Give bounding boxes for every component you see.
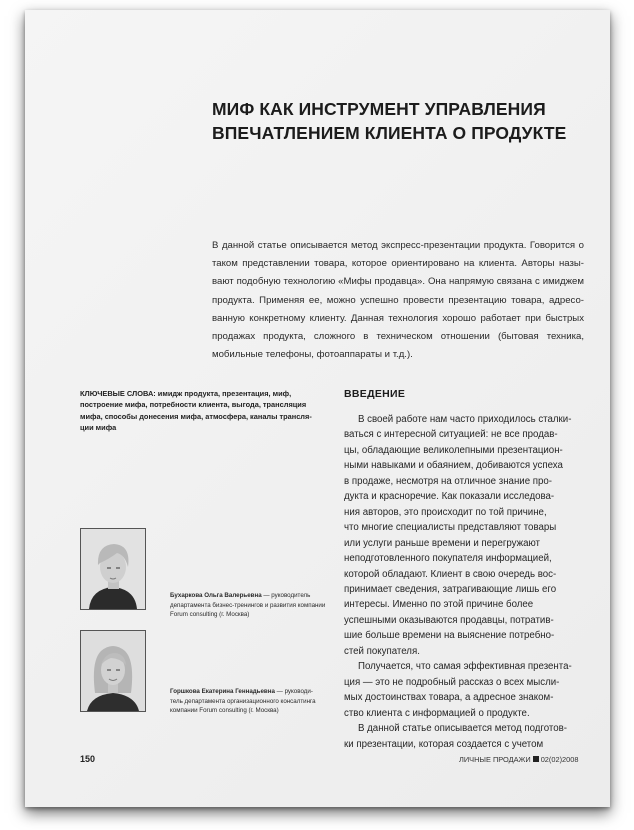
abstract-line: продажах продукта, сложного в техническом отношении (бытовая техника, <box>212 331 584 343</box>
body-line: Получается, что самая эффективная презента- <box>358 661 572 673</box>
body-line: цы, обладающие великолепными презентацион- <box>344 444 563 456</box>
body-line: ки презентации, которая создается с учетом <box>344 738 544 750</box>
title-line: МИФ КАК ИНСТРУМЕНТ УПРАВЛЕНИЯ <box>212 99 546 119</box>
abstract-line: вают подобную технологию «Мифы продавца». Она напрямую связана с имиджем <box>212 276 584 288</box>
abstract-line: таком представлении товара, которое ориентировано на клиента. Авторы назы- <box>212 258 584 270</box>
body-line: В своей работе нам часто приходилось сталки- <box>358 414 572 425</box>
keywords-line: КЛЮЧЕВЫЕ СЛОВА: имидж продукта, презентация, миф, <box>80 389 292 398</box>
author-role: компании Forum consulting (г. Москва) <box>170 707 279 715</box>
keywords-line: построение мифа, потребности клиента, выгода, трансляция <box>80 400 307 410</box>
author-portrait-icon <box>81 529 145 609</box>
author-role: Forum consulting (г. Москва) <box>170 611 250 619</box>
body-line: шие больше времени на выяснение потребно- <box>344 630 555 642</box>
keywords-line: ции мифа <box>80 423 117 433</box>
body-line: ния авторов, это происходит по той причине, <box>344 506 547 518</box>
author-caption <box>170 591 330 620</box>
page-number: 150 <box>80 754 96 764</box>
abstract-line: мобильные телефоны, фотоаппараты и т.д.). <box>212 349 413 361</box>
body-line: ными навыками и обаянием, добиваются успеха <box>344 460 563 472</box>
abstract-line: продукта. Применяя ее, можно успешно провести презентацию товара, адресо- <box>212 294 584 306</box>
author-role: — руководитель <box>263 592 311 599</box>
body-line: ваться с интересной ситуацией: не все продав- <box>344 429 558 441</box>
title-line: ВПЕЧАТЛЕНИЕМ КЛИЕНТА О ПРОДУКТЕ <box>212 123 567 143</box>
issue-number: 02(02)2008 <box>540 755 579 764</box>
body-text <box>344 412 586 752</box>
body-line: неподготовленного покупателя информацией, <box>344 553 552 565</box>
body-line: ство клиента с информацией о продукте. <box>344 707 530 719</box>
author-photo <box>80 630 146 712</box>
body-line: что многие специалисты представляют товары <box>344 522 557 534</box>
keywords-line: мифа, способы донесения мифа, атмосфера, каналы трансля- <box>80 411 312 421</box>
keywords-block <box>80 388 320 434</box>
body-line: успешными оказываются продавцы, потратив- <box>344 614 554 626</box>
author-role: тель департамента организационного консалтинга <box>170 697 316 705</box>
body-line: ция — это не подробный рассказ о всех мысли- <box>344 676 560 688</box>
abstract-line: В данной статье описывается метод экспресс-презентации продукта. Говорится о <box>212 240 584 251</box>
article-title <box>212 97 582 145</box>
author-role: департамента бизнес-тренингов и развития компании <box>170 601 326 609</box>
author-name: Горшкова Екатерина Геннадьевна <box>170 688 275 695</box>
abstract-line: ванную конкретному клиенту. Данная технология хорошо работает при быстрых <box>212 312 584 324</box>
body-line: интересы. Именно по этой причине более <box>344 599 534 611</box>
section-heading: ВВЕДЕНИЕ <box>344 388 406 400</box>
magazine-name: ЛИЧНЫЕ ПРОДАЖИ <box>459 755 531 764</box>
author-role: — руководи- <box>276 688 313 695</box>
author-photo <box>80 528 146 610</box>
magazine-page <box>25 10 610 807</box>
body-line: мых достоинствах товара, а адресное знаком- <box>344 692 554 704</box>
body-line: в продаже, несмотря на отличное знание про- <box>344 475 553 487</box>
author-name: Бухаркова Ольга Валерьевна <box>170 592 262 599</box>
footer-issue <box>459 755 579 764</box>
body-line: дукта и красноречие. Как показали исследова- <box>344 491 555 503</box>
author-portrait-icon <box>81 631 145 711</box>
body-line: В данной статье описывается метод подготов- <box>358 723 567 735</box>
body-line: или услуги раньше времени и перегружают <box>344 537 540 549</box>
author-caption <box>170 687 330 716</box>
body-line: стей покупателя. <box>344 645 420 657</box>
body-line: которой обладают. Клиент в свою очередь вос- <box>344 568 557 580</box>
article-abstract <box>212 237 584 364</box>
body-line: принимает сведения, затрагивающие лишь его <box>344 583 557 595</box>
square-bullet-icon <box>533 756 539 762</box>
